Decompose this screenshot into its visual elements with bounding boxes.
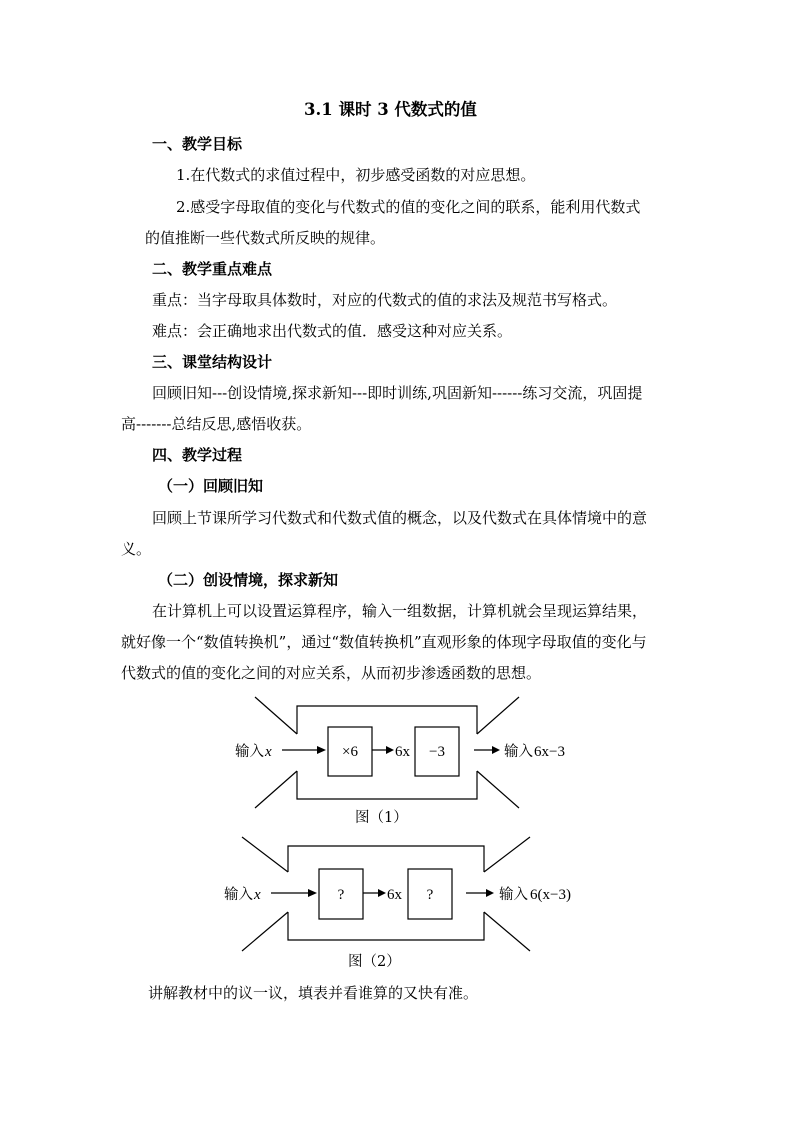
fig2-funnel-top-right xyxy=(484,837,530,872)
fig1-mid-label: 6x xyxy=(395,744,410,760)
goal-2-text-line1: 2.感受字母取值的变化与代数式的值的变化之间的联系，能利用代数式 xyxy=(176,198,641,216)
fig1-caption: 图（1） xyxy=(355,810,408,826)
fig1-output-label: 输入 xyxy=(504,744,533,760)
fig2-frame-top xyxy=(288,846,484,872)
fig2-output-label: 输入 xyxy=(499,887,528,903)
fig2-caption: 图（2） xyxy=(348,954,401,970)
fig2-funnel-top-left xyxy=(242,837,288,872)
goal-2-text-line2: 的值推断一些代数式所反映的规律。 xyxy=(145,229,386,247)
section-2-heading: 二、教学重点难点 xyxy=(152,260,273,278)
structure-text-line2: 高-------总结反思,感悟收获。 xyxy=(121,415,312,433)
fig2-mid-label: 6x xyxy=(387,887,402,903)
section-1-heading: 一、教学目标 xyxy=(152,135,243,153)
fig2-input-var: x xyxy=(254,887,261,903)
review-text-line1: 回顾上节课所学习代数式和代数式值的概念，以及代数式在具体情境中的意 xyxy=(152,509,648,527)
subsection-scenario-heading: （二）创设情境，探求新知 xyxy=(158,571,339,589)
scenario-text-line3: 代数式的值的变化之间的对应关系，从而初步渗透函数的思想。 xyxy=(121,664,542,682)
difficulty-text: 难点：会正确地求出代数式的值．感受这种对应关系。 xyxy=(152,322,513,340)
page-title: 3.1 课时 3 代数式的值 xyxy=(304,100,477,119)
fig1-box1-label: ×6 xyxy=(342,744,358,760)
scenario-text-line1: 在计算机上可以设置运算程序，输入一组数据，计算机就会呈现运算结果， xyxy=(152,602,648,620)
fig1-input-label: 输入 xyxy=(235,744,264,760)
scenario-text-line2: 就好像一个“数值转换机”，通过“数值转换机”直观形象的体现字母取值的变化与 xyxy=(121,633,647,651)
fig1-output-expr: 6x−3 xyxy=(534,744,565,760)
review-text-line2: 义。 xyxy=(121,540,152,558)
fig2-box1-label: ? xyxy=(337,887,345,903)
section-4-heading: 四、教学过程 xyxy=(152,446,243,464)
closing-text: 讲解教材中的议一议，填表并看谁算的又快有准。 xyxy=(148,984,479,1002)
fig2-funnel-bottom-right xyxy=(484,912,530,951)
fig1-input-var: x xyxy=(265,744,272,760)
section-3-heading: 三、课堂结构设计 xyxy=(152,353,273,371)
goal-1-text: 1.在代数式的求值过程中，初步感受函数的对应思想。 xyxy=(176,166,536,184)
fig2-input-label: 输入 xyxy=(224,887,253,903)
fig2-frame-bottom xyxy=(288,912,484,940)
fig2-box2-label: ? xyxy=(426,887,434,903)
key-point-text: 重点：当字母取具体数时，对应的代数式的值的求法及规范书写格式。 xyxy=(152,291,618,309)
fig2-funnel-bottom-left xyxy=(242,912,288,951)
fig2-output-expr: 6(x−3) xyxy=(530,887,571,903)
fig1-box2-label: −3 xyxy=(429,744,445,760)
structure-text-line1: 回顾旧知---创设情境,探求新知---即时训练,巩固新知------练习交流，巩固提 xyxy=(152,384,643,402)
subsection-review-heading: （一）回顾旧知 xyxy=(158,477,264,495)
